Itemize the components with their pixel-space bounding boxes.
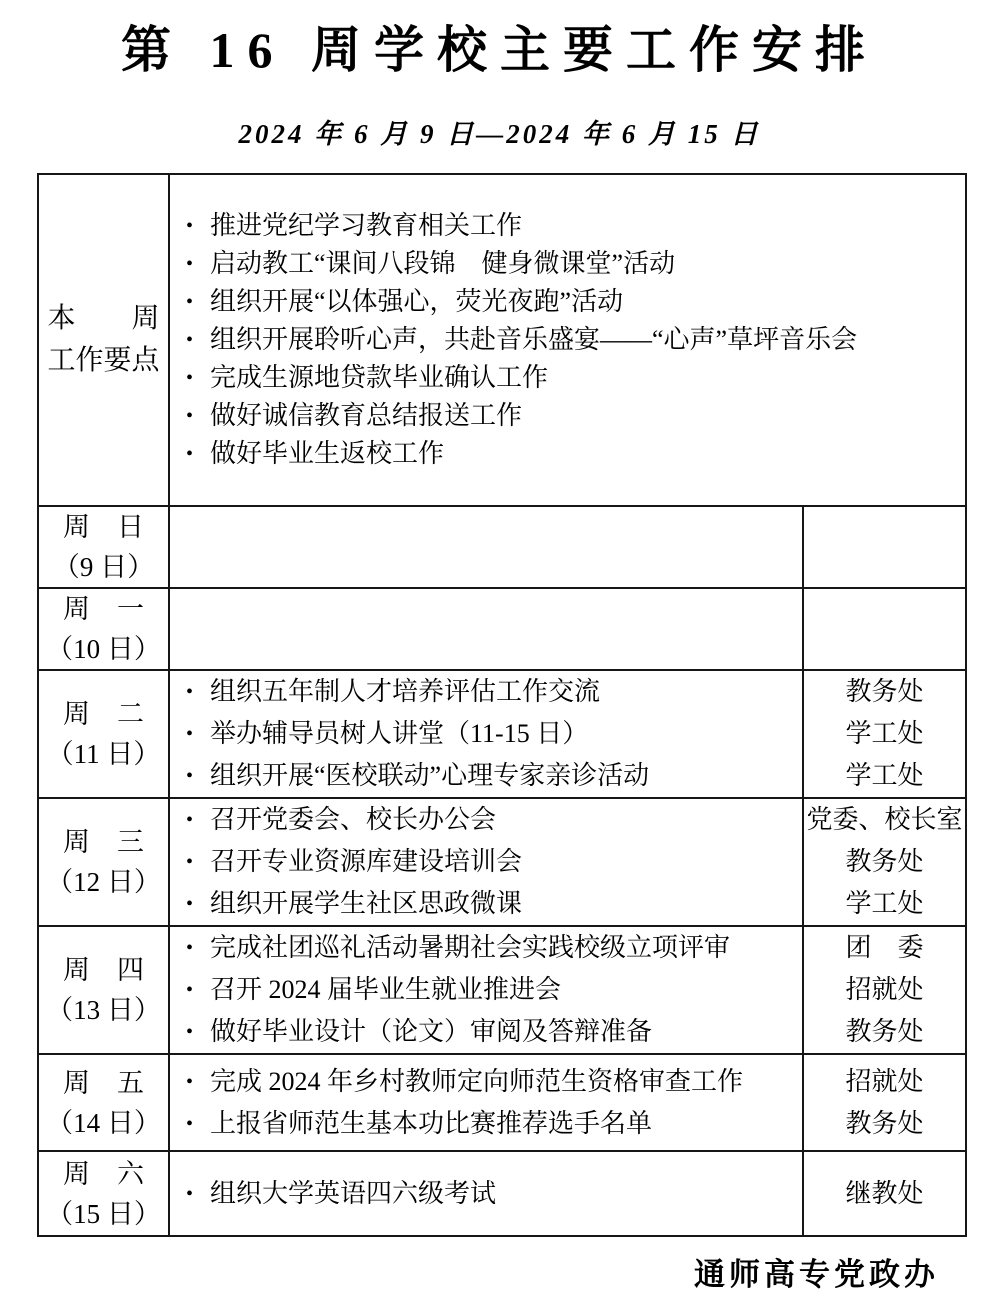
week-highlights-label-cell: [38, 174, 169, 506]
task-item: [184, 713, 798, 755]
task-item: [184, 969, 798, 1011]
day-row: [38, 670, 966, 798]
departments-cell: [803, 798, 966, 926]
day-label-cell: [38, 926, 169, 1054]
day-name: 周 二: [63, 699, 144, 729]
bullet-icon: •: [186, 253, 194, 275]
day-label-cell: [38, 506, 169, 588]
task-item: [184, 1173, 798, 1215]
day-name: 周 日: [63, 512, 144, 542]
department-name: 学工处: [845, 719, 924, 748]
task-list: [170, 799, 802, 925]
tasks-cell: [169, 1054, 803, 1151]
bullet-icon: •: [186, 1021, 194, 1043]
departments-cell: [803, 926, 966, 1054]
day-row: [38, 588, 966, 670]
bullet-icon: •: [186, 937, 194, 959]
task-text: 举办辅导员树人讲堂（11-15 日）: [210, 719, 589, 748]
day-label-cell: [38, 670, 169, 798]
task-item: [184, 245, 961, 283]
task-text: 召开专业资源库建设培训会: [210, 847, 523, 876]
task-text: 启动教工“课间八段锦 健身微课堂”活动: [210, 249, 676, 278]
task-text: 完成 2024 年乡村教师定向师范生资格审查工作: [210, 1066, 744, 1096]
task-list: [170, 1173, 802, 1215]
tasks-cell: [169, 926, 803, 1054]
task-text: 做好诚信教育总结报送工作: [210, 401, 523, 430]
day-name: 周 六: [63, 1158, 144, 1189]
bullet-icon: •: [186, 1070, 194, 1093]
bullet-icon: •: [186, 1182, 194, 1205]
day-name: 周 五: [63, 1067, 144, 1098]
day-label-cell: [38, 798, 169, 926]
task-item: [184, 359, 961, 397]
department-name: 团 委: [845, 933, 924, 962]
bullet-icon: •: [186, 367, 194, 389]
task-text: 做好毕业生返校工作: [210, 439, 445, 468]
day-name: 周 四: [63, 955, 144, 985]
tasks-cell: [169, 506, 803, 588]
task-text: 推进党纪学习教育相关工作: [210, 211, 523, 240]
day-row: [38, 798, 966, 926]
task-item: [184, 1061, 798, 1103]
week-highlights-label-line1: 本 周: [47, 303, 160, 334]
day-row: [38, 926, 966, 1054]
task-item: [184, 435, 961, 473]
bullet-icon: •: [186, 723, 194, 745]
bullet-icon: •: [186, 893, 194, 915]
task-item: [184, 671, 798, 713]
departments-cell: [803, 670, 966, 798]
task-list: [170, 671, 802, 797]
day-name: 周 一: [63, 594, 144, 624]
day-row: [38, 506, 966, 588]
day-row: [38, 1151, 966, 1236]
task-text: 召开党委会、校长办公会: [210, 805, 497, 834]
department-name: 继教处: [845, 1178, 924, 1208]
task-item: [184, 207, 961, 245]
task-list: [170, 927, 802, 1053]
task-text: 做好毕业设计（论文）审阅及答辩准备: [210, 1017, 653, 1046]
bullet-icon: •: [186, 329, 194, 351]
day-date: （11 日）: [46, 739, 161, 769]
week-highlights-content-cell: [169, 174, 966, 506]
department-name: 教务处: [845, 1108, 924, 1138]
task-text: 组织五年制人才培养评估工作交流: [210, 677, 601, 706]
day-date: （14 日）: [46, 1107, 161, 1138]
departments-cell: [803, 588, 966, 670]
date-range: 2024 年 6 月 9 日—2024 年 6 月 15 日: [238, 119, 761, 149]
task-text: 组织开展学生社区思政微课: [210, 889, 523, 918]
day-label-cell: [38, 1151, 169, 1236]
department-name: 教务处: [845, 847, 924, 876]
task-item: [184, 1011, 798, 1053]
departments-cell: [803, 506, 966, 588]
task-item: [184, 799, 798, 841]
day-date: （9 日）: [52, 552, 155, 582]
tasks-cell: [169, 798, 803, 926]
departments-cell: [803, 1151, 966, 1236]
task-text: 组织开展“以体强心，荧光夜跑”活动: [210, 287, 624, 316]
footer-signature: 通师高专党政办: [694, 1257, 939, 1292]
task-text: 完成生源地贷款毕业确认工作: [210, 363, 549, 392]
page-title: 第 16 周学校主要工作安排: [121, 22, 878, 78]
week-highlights-row: [38, 174, 966, 506]
day-date: （10 日）: [46, 634, 161, 664]
task-item: [184, 397, 961, 435]
task-text: 召开 2024 届毕业生就业推进会: [210, 975, 562, 1004]
bullet-icon: •: [186, 1112, 194, 1135]
bullet-icon: •: [186, 681, 194, 703]
departments-cell: [803, 1054, 966, 1151]
department-name: 学工处: [845, 761, 924, 790]
task-item: [184, 883, 798, 925]
task-item: [184, 283, 961, 321]
tasks-cell: [169, 670, 803, 798]
day-name: 周 三: [63, 827, 144, 857]
task-item: [184, 927, 798, 969]
task-text: 组织开展聆听心声，共赴音乐盛宴——“心声”草坪音乐会: [210, 325, 858, 354]
bullet-icon: •: [186, 405, 194, 427]
task-text: 上报省师范生基本功比赛推荐选手名单: [210, 1108, 653, 1138]
task-text: 完成社团巡礼活动暑期社会实践校级立项评审: [210, 933, 731, 962]
day-label-cell: [38, 1054, 169, 1151]
department-name: 党委、校长室: [806, 805, 963, 834]
day-row: [38, 1054, 966, 1151]
bullet-icon: •: [186, 809, 194, 831]
bullet-icon: •: [186, 215, 194, 237]
week-highlights-list: [170, 207, 965, 473]
tasks-cell: [169, 588, 803, 670]
day-label-cell: [38, 588, 169, 670]
department-name: 学工处: [845, 889, 924, 918]
task-item: [184, 1103, 798, 1145]
week-highlights-label-line2: 工作要点: [47, 345, 160, 376]
task-text: 组织开展“医校联动”心理专家亲诊活动: [210, 761, 650, 790]
task-item: [184, 755, 798, 797]
task-item: [184, 321, 961, 359]
bullet-icon: •: [186, 765, 194, 787]
day-date: （12 日）: [46, 867, 161, 897]
task-item: [184, 841, 798, 883]
task-list: [170, 1061, 802, 1145]
tasks-cell: [169, 1151, 803, 1236]
department-name: 教务处: [845, 677, 924, 706]
bullet-icon: •: [186, 851, 194, 873]
day-date: （13 日）: [46, 995, 161, 1025]
day-date: （15 日）: [46, 1198, 161, 1229]
task-text: 组织大学英语四六级考试: [210, 1178, 497, 1208]
department-name: 招就处: [845, 975, 924, 1004]
department-name: 教务处: [845, 1017, 924, 1046]
bullet-icon: •: [186, 979, 194, 1001]
schedule-table: [37, 173, 967, 1237]
bullet-icon: •: [186, 443, 194, 465]
bullet-icon: •: [186, 291, 194, 313]
department-name: 招就处: [845, 1066, 924, 1096]
